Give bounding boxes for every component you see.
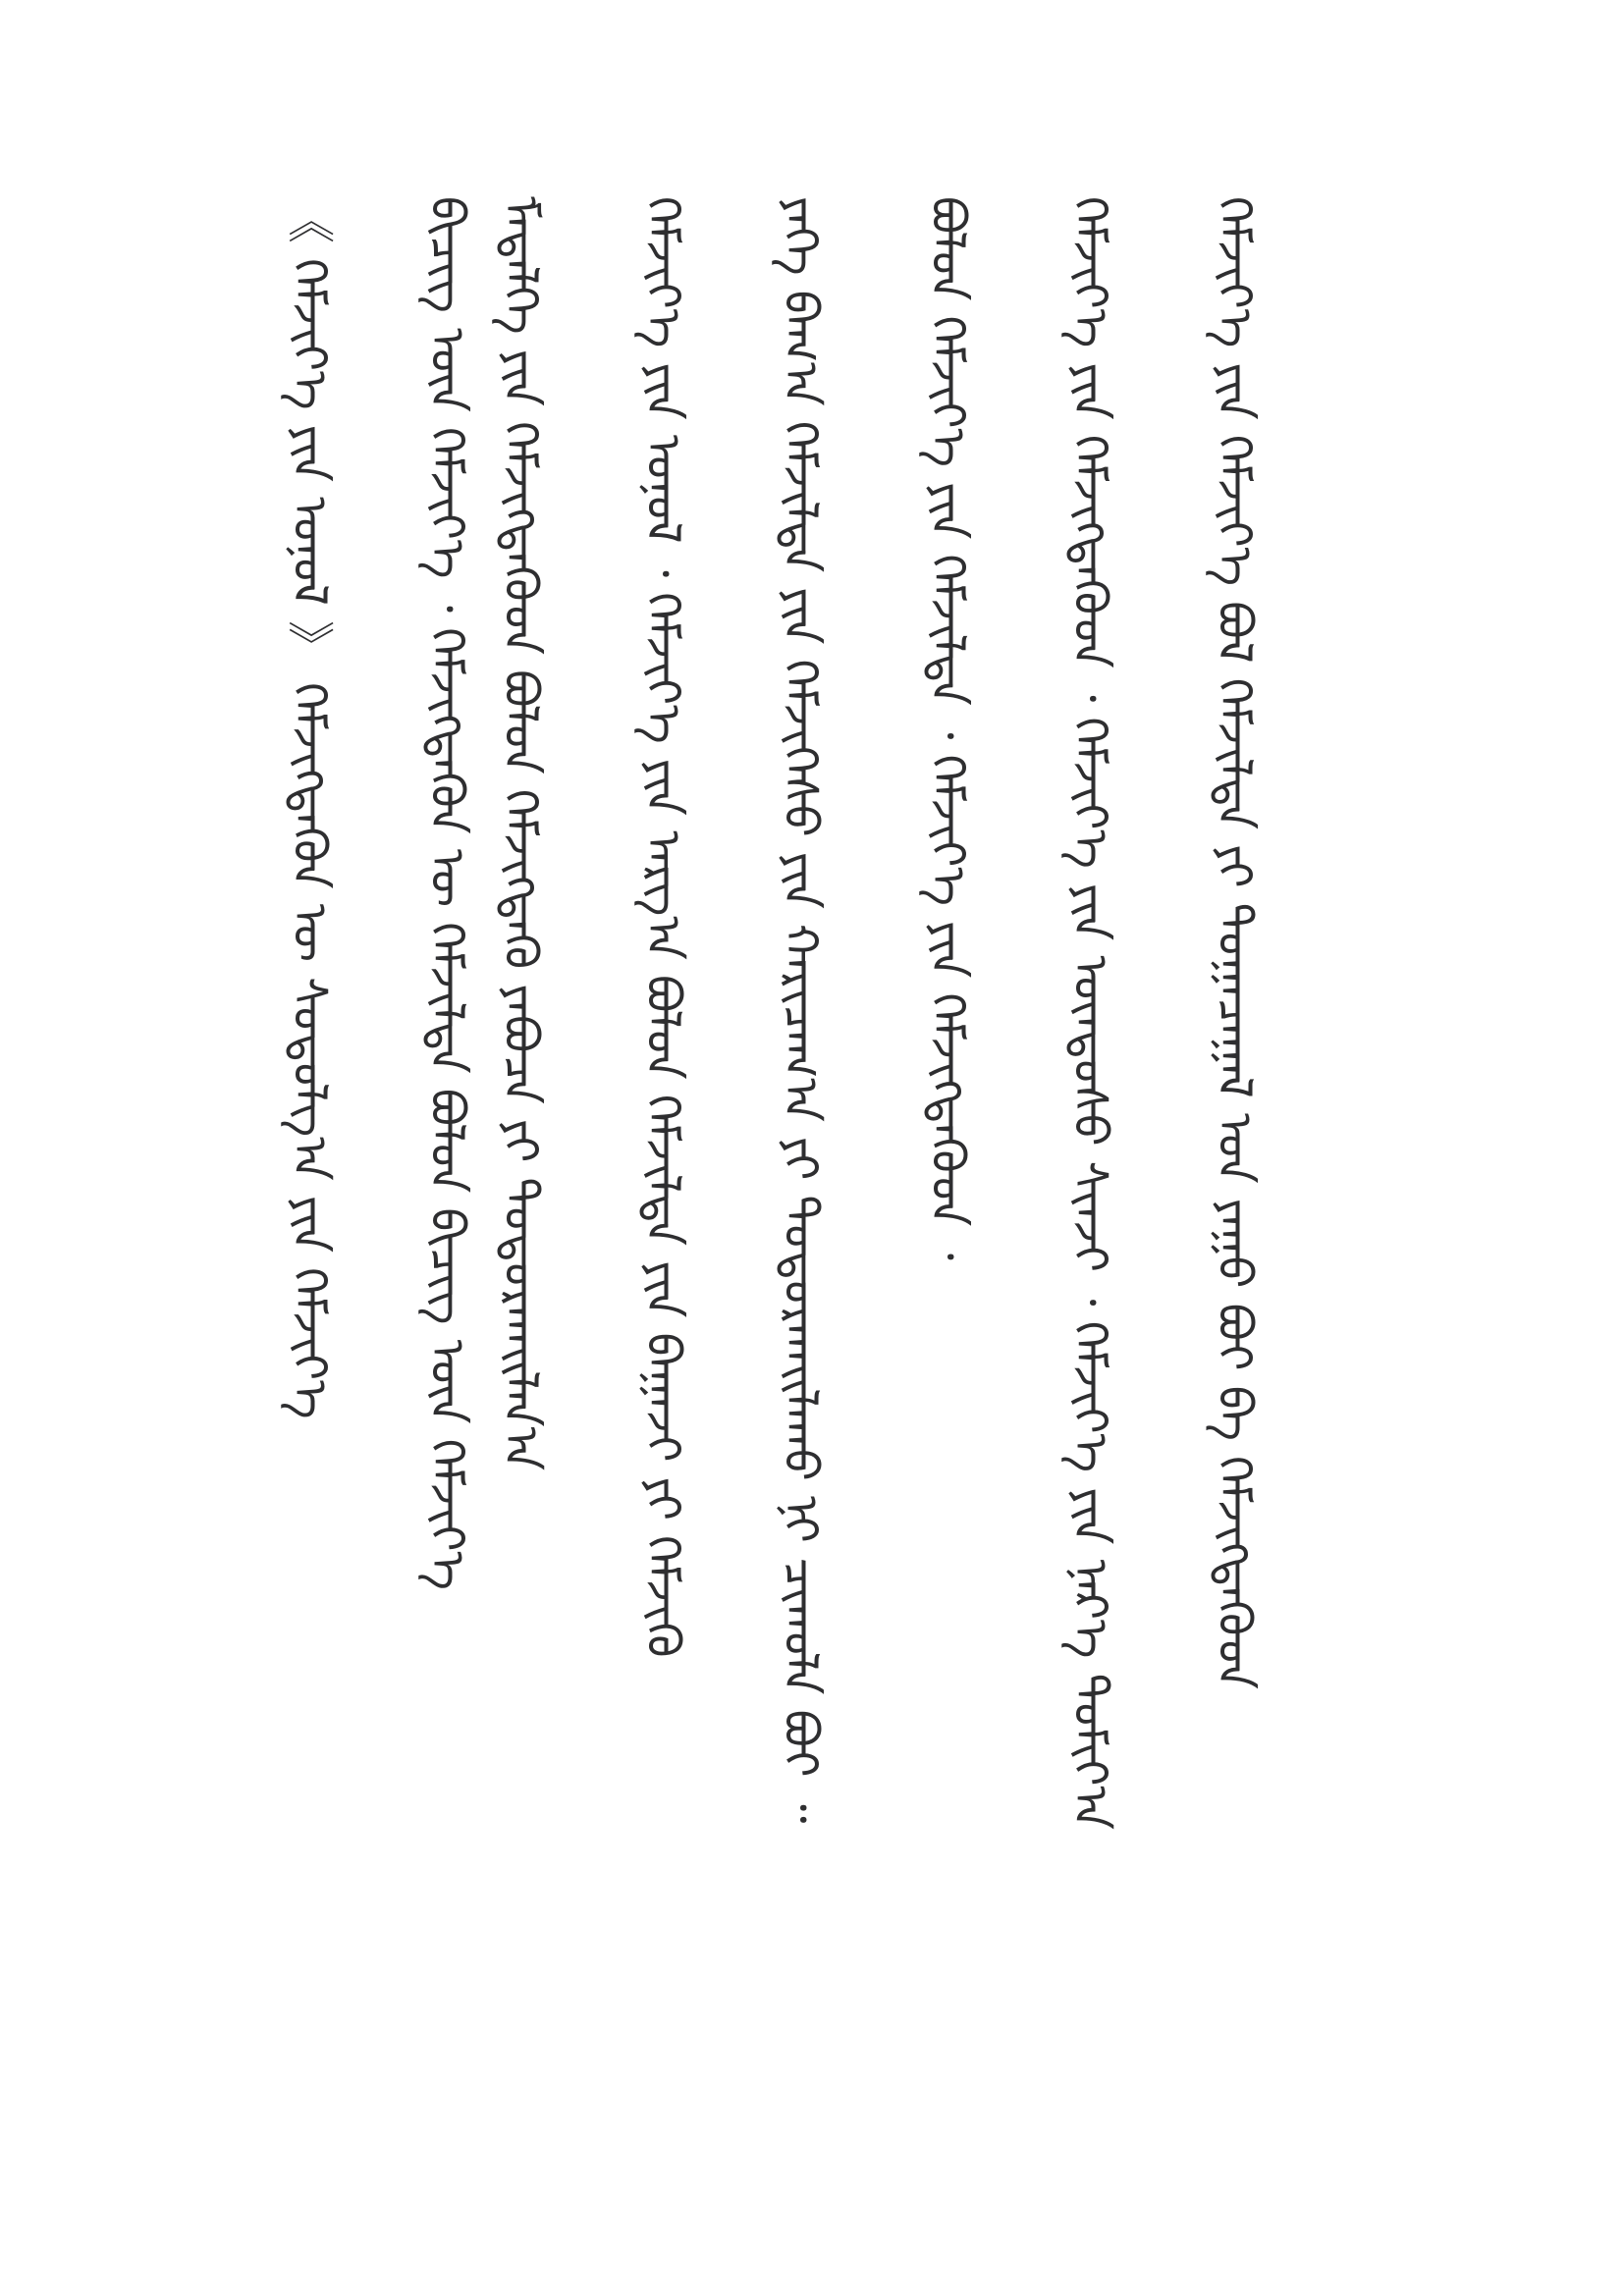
text-line-5: ᠬᠡᠮᠵᠢᠶ᠎ᠡ ᠶᠢᠨ ᠣᠨᠣᠯ ᠂ ᠬᠡᠮᠵᠢᠶ᠎ᠡ ᠶᠢᠨ ᠠᠷᠭ᠎ᠠ ᠪᠣᠯᠤᠨ ᠬᠡᠮᠵᠢᠯᠲᠡ ᠶᠢᠨ ᠪᠠᠭᠠᠵᠢ ᠶᠢ ᠬᠡᠮᠵᠢᠬᠦ	[635, 196, 690, 1658]
text-line-3: ᠪᠣᠯᠤᠨ ᠬᠡᠮᠵᠢᠶ᠎ᠡ ᠶᠢᠨ ᠬᠡᠮᠵᠢᠯᠲᠡ ᠂ ᠬᠡᠮᠵᠢᠶ᠎ᠡ ᠶᠢᠨ ᠬᠡᠮᠵᠢᠭᠳᠡᠬᠦᠦᠨ ᠂	[920, 196, 975, 1260]
text-column-5	[628, 196, 697, 2140]
text-column-6	[486, 196, 555, 2140]
text-column-8	[275, 196, 344, 2140]
text-column-2	[1056, 196, 1124, 2140]
text-column-3	[913, 196, 982, 2140]
text-line-1: ᠬᠡᠮᠵᠢᠶ᠎ᠡ ᠶᠢᠨ ᠬᠡᠮᠵᠢᠶ᠎ᠡ ᠪᠤᠯ ᠬᠡᠮᠵᠢᠯᠲᠡ ᠶᠢ ᠲᠣᠭᠠᠴᠠᠭᠠᠯ ᠤᠨ ᠶᠠᠭᠤ ᠪᠤᠢ ᠪᠡ ᠬᠡᠮᠵᠢᠭᠳᠡᠬᠦᠦᠨ	[1207, 196, 1262, 1689]
text-line-6: ᠮᠡᠳᠡᠯᠭᠡ ᠶᠢᠨ ᠬᠡᠮᠵᠢᠭᠳᠡᠬᠦᠦᠨ ᠪᠣᠯᠤᠨ ᠬᠡᠮᠵᠢᠭᠳᠡᠬᠦ ᠶᠠᠪᠤᠴᠠ ᠶᠢ ᠲᠣᠳᠣᠷᠬᠠᠢᠯᠠᠨ᠎ᠠ	[493, 196, 548, 1471]
text-line-4: ᠶᠡᠭᠡ ᠪᠠᠭ᠎ᠠ ᠬᠡᠮᠵᠢᠯᠲᠡ ᠶᠢᠨ ᠬᠡᠮᠵᠢᠭᠡᠰᠦ ᠶᠢᠨ ᠬᠠᠷᠢᠴᠠᠭ᠎ᠠ ᠶᠢ ᠲᠣᠳᠣᠷᠬᠠᠢᠯᠠᠬᠤ ᠨᠢ ᠴᠢᠬᠤᠯᠠ ᠪᠤᠢ ᠃	[773, 196, 828, 1824]
text-line-7: ᠪᠢᠴᠢᠭ᠌ ᠦᠨ ᠬᠡᠮᠵᠢᠶ᠎ᠡ ᠂ ᠬᠡᠮᠵᠢᠭᠳᠡᠬᠦᠨ ᠦ ᠬᠡᠮᠵᠢᠯᠲᠡ ᠪᠣᠯᠤᠨ ᠪᠢᠴᠢᠭ᠌ ᠦᠨ ᠬᠡᠮᠵᠢᠶ᠎ᠡ	[419, 196, 474, 1590]
text-line-8: 《 ᠬᠡᠮᠵᠢᠶ᠎ᠡ ᠶᠢᠨ ᠣᠨᠣᠯ 》 ᠬᠡᠮᠵᠢᠭᠳᠡᠬᠦᠨ ᠦ ᠰᠤᠳᠤᠯᠭ᠎ᠠ ᠶᠢᠨ ᠬᠡᠮᠵᠢᠶ᠎ᠡ	[282, 196, 337, 1419]
text-column-1	[1200, 196, 1269, 2140]
text-line-2: ᠬᠡᠮᠵᠢᠶ᠎ᠡ ᠶᠢᠨ ᠬᠡᠮᠵᠢᠭᠳᠡᠬᠦᠦᠨ ᠂ ᠬᠡᠮᠵᠢᠶ᠎ᠡ ᠶᠢᠨ ᠦᠨᠳᠦᠰᠦ ᠰᠢᠨᠵᠢ ᠂ ᠬᠡᠮᠵᠢᠶ᠎ᠡ ᠶᠢᠨ ᠨᠡᠷ᠎ᠡ ᠲᠣᠮᠢᠶ᠎ᠠ	[1062, 196, 1117, 1830]
text-column-7	[412, 196, 481, 2140]
text-column-4	[766, 196, 835, 2140]
